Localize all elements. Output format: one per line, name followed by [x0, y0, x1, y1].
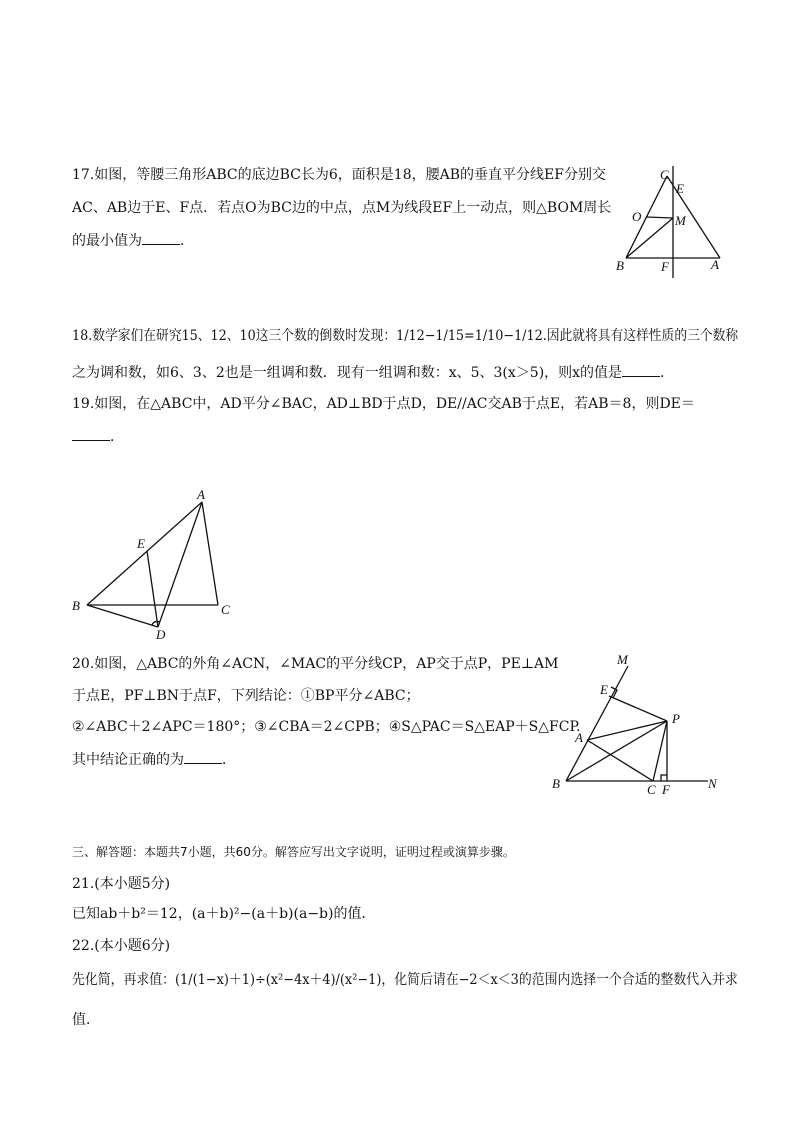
- q17-label-b: B: [616, 258, 624, 273]
- q20-label-m: M: [617, 652, 628, 667]
- q17-label-o: O: [632, 209, 642, 224]
- q19-label-d: D: [156, 627, 166, 642]
- q19-label-b: B: [72, 598, 80, 613]
- q22-tail: 值．: [72, 1012, 100, 1028]
- q17-label-m: M: [675, 213, 686, 228]
- q17-label-a: A: [711, 257, 719, 272]
- q18-line-1: 18.数学家们在研究15、12、10这三个数的倒数时发现：1/12−1/15=1/10−1/12.因此就将具有这样性质的三个数称: [72, 328, 739, 344]
- q20-seg-ap: [587, 721, 667, 740]
- q20-label-n: N: [708, 776, 717, 791]
- q19-side-ab: [87, 502, 202, 605]
- q20-label-c: C: [647, 782, 656, 796]
- q19-line-1: 19.如图，在△ABC中，AD平分∠BAC，AD⊥BD于点D，DE//AC交AB于点E，若AB＝8，则DE＝: [72, 396, 695, 412]
- q18-period: ．: [660, 365, 675, 381]
- q17-line-1: 17.如图，等腰三角形ABC的底边BC长为6，面积是18，腰AB的垂直平分线EF分别交: [72, 167, 606, 183]
- q20-label-a: A: [575, 730, 583, 745]
- q20-label-p: P: [672, 711, 680, 726]
- q17-seg-om: [646, 217, 673, 218]
- q19-side-ac: [202, 502, 218, 605]
- q20-line-1: 20.如图，△ABC的外角∠ACN，∠MAC的平分线CP，AP交于点P，PE⊥AM: [72, 656, 559, 672]
- q20-line-3: ②∠ABC＋2∠APC＝180°；③∠CBA＝2∠CPB；④S△PAC＝S△EAP＋S△FCP.: [72, 719, 581, 735]
- q20-side-ac: [587, 740, 653, 781]
- q17-figure: [610, 160, 730, 282]
- q19-figure: [66, 486, 246, 642]
- q19-seg-de: [147, 551, 158, 627]
- q20-line-4: [72, 749, 236, 770]
- q19-label-a: A: [197, 487, 205, 502]
- q20-seg-cp: [653, 721, 667, 781]
- q20-label-b: B: [552, 776, 560, 791]
- section-3-heading: 三、解答题：本题共7小题，共60分。解答应写出文字说明，证明过程或演算步骤。: [72, 845, 515, 859]
- q18-answer-blank[interactable]: [622, 362, 660, 377]
- q19-seg-bd: [87, 605, 158, 627]
- q17-label-c: C: [660, 167, 669, 182]
- q19-line-2: [72, 426, 124, 447]
- q17-period: ．: [180, 233, 194, 249]
- q20-line-2: 于点E，PF⊥BN于点F，下列结论：①BP平分∠ABC；: [72, 688, 420, 704]
- q19-answer-blank[interactable]: [72, 426, 110, 441]
- q17-line-3: [72, 230, 194, 251]
- q20-answer-blank[interactable]: [184, 749, 222, 764]
- q17-label-e: E: [676, 181, 684, 196]
- q18-prompt: 之为调和数，如6、3、2也是一组调和数．现有一组调和数：x、5、3(x＞5)，则x的值是: [72, 365, 623, 381]
- q22-heading: 22.(本小题6分): [72, 938, 171, 954]
- q17-seg-bm: [626, 218, 673, 258]
- q19-label-c: C: [221, 602, 230, 617]
- q20-ray-bm: [566, 666, 628, 781]
- q19-period: ．: [110, 429, 124, 445]
- q20-right-angle-f: [661, 775, 667, 781]
- q20-period: ．: [222, 752, 236, 768]
- q19-label-e: E: [137, 536, 145, 551]
- q21-heading: 21.(本小题5分): [72, 876, 171, 892]
- q17-answer-blank[interactable]: [142, 230, 180, 245]
- q20-label-f: F: [662, 782, 670, 796]
- q21-body: 已知ab＋b²＝12，(a＋b)²−(a＋b)(a−b)的值．: [72, 906, 376, 922]
- q20-prompt: 其中结论正确的为: [72, 752, 184, 768]
- q20-label-e: E: [600, 682, 608, 697]
- q19-seg-ad: [158, 502, 202, 627]
- q17-label-f: F: [661, 259, 669, 274]
- q20-seg-pe: [609, 696, 667, 721]
- q22-body: 先化简，再求值：(1/(1−x)＋1)÷(x²−4x＋4)/(x²−1)，化简后请在−2＜x＜3的范围内选择一个合适的整数代入并求: [72, 972, 738, 988]
- q17-prompt: 的最小值为: [72, 233, 142, 249]
- q17-line-2: AC、AB边于E、F点．若点O为BC边的中点，点M为线段EF上一动点，则△BOM周长: [72, 200, 612, 216]
- q20-figure: [548, 650, 728, 796]
- q18-line-2: [72, 362, 674, 383]
